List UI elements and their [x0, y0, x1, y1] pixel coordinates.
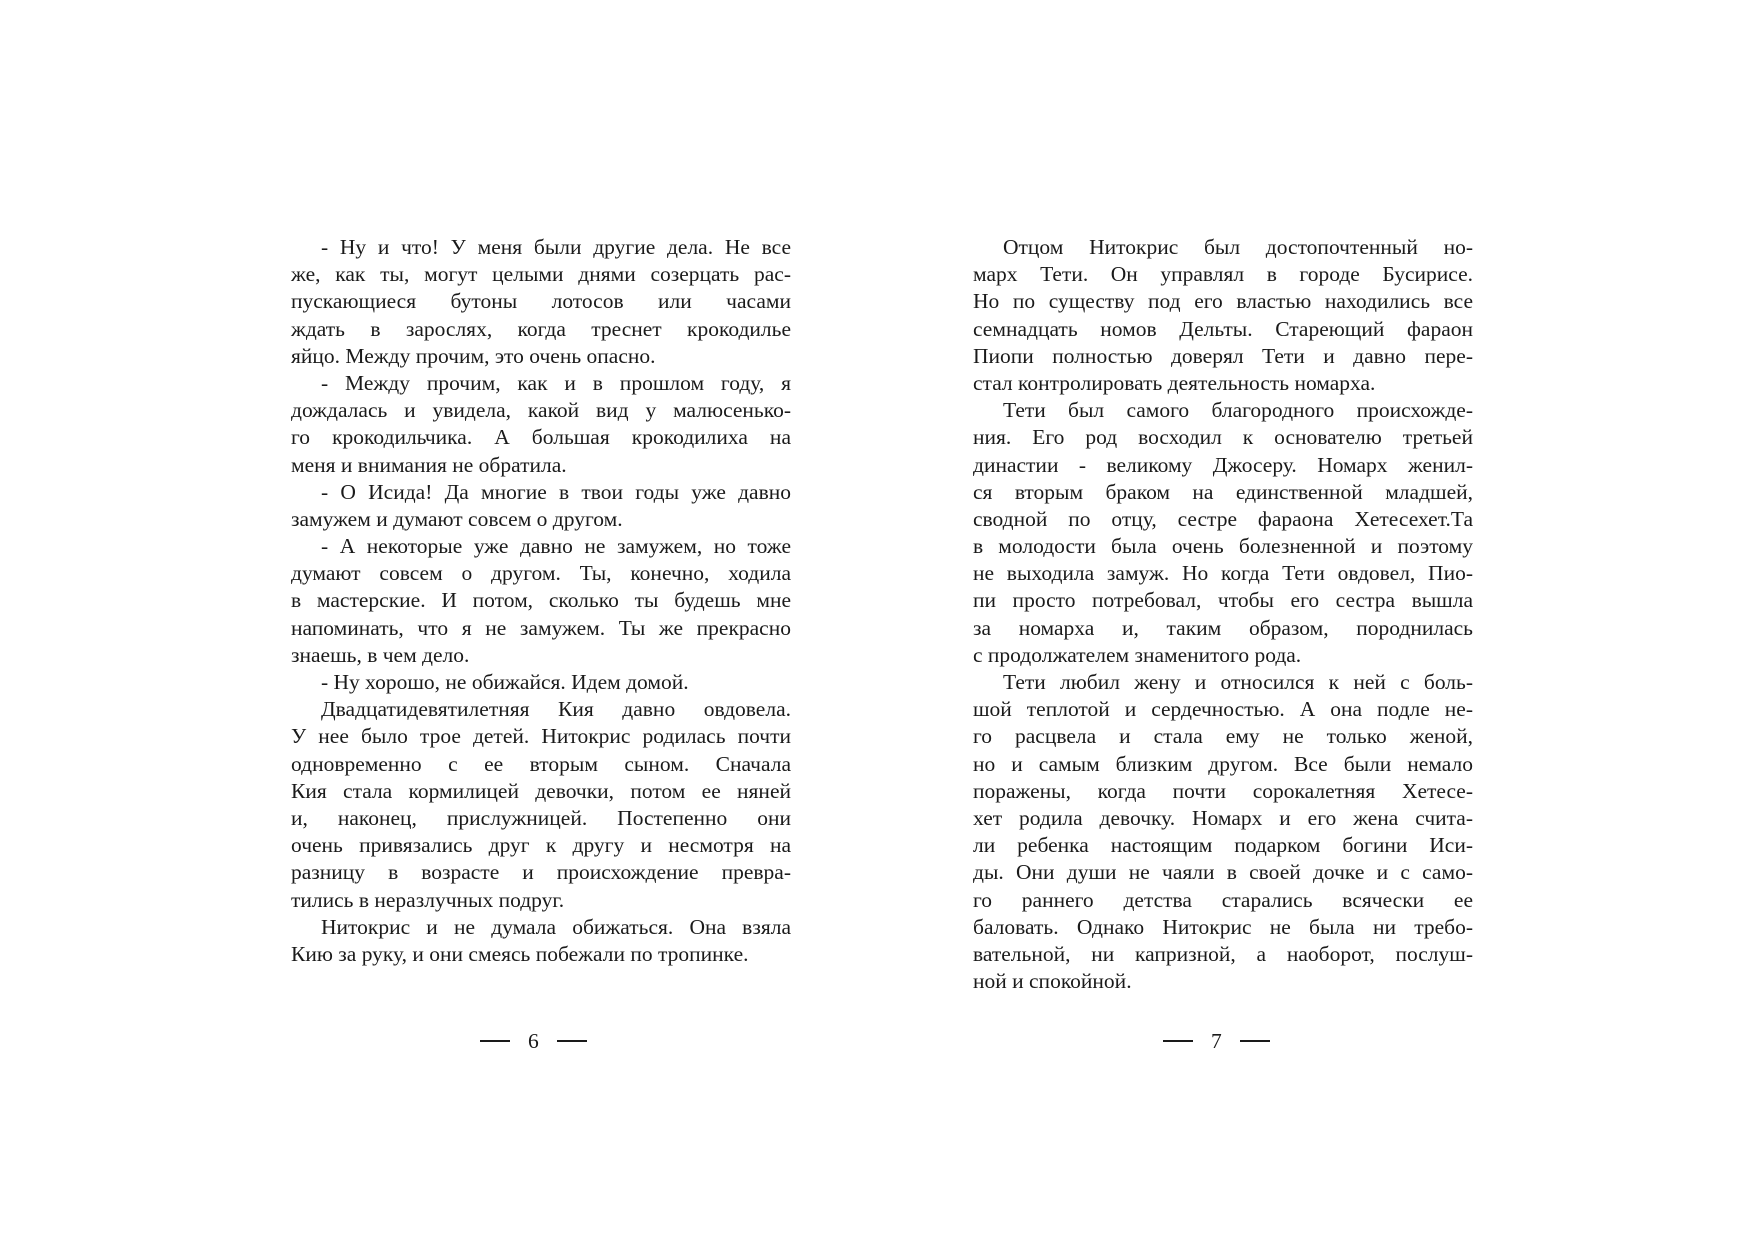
text-line: напоминать, что я не замужем. Ты же прекрасно	[291, 615, 791, 640]
text-line: - Ну и что! У меня были другие дела. Не все	[321, 235, 791, 259]
text-line: думают совсем о другом. Ты, конечно, ходила	[291, 561, 791, 586]
text-line: династии - великому Джосеру. Номарх женил-	[973, 452, 1473, 477]
text-line: меня и внимания не обратила.	[291, 452, 567, 477]
text-line: марх Тети. Он управлял в городе Бусирисе.	[973, 262, 1473, 287]
text-line: ли ребенка настоящим подарком богини Иси-	[973, 833, 1473, 858]
text-line: поражены, когда почти сорокалетняя Хетесе-	[973, 778, 1473, 803]
text-line: тились в неразлучных подруг.	[291, 887, 565, 912]
text-line: ния. Его род восходил к основателю третьей	[973, 425, 1473, 450]
text-line: Тети был самого благородного происхожде-	[1003, 398, 1473, 423]
text-line: - А некоторые уже давно не замужем, но тоже	[321, 534, 791, 559]
text-line: в мастерские. И потом, сколько ты будешь мне	[291, 588, 791, 613]
left-page-text	[291, 234, 791, 968]
text-line: в молодости была очень болезненной и поэтому	[973, 534, 1473, 559]
text-line: Пиопи полностью доверял Тети и давно пере-	[973, 343, 1473, 368]
text-line: ждать в зарослях, когда треснет крокодилье	[291, 316, 791, 341]
text-line: не выходила замуж. Но когда Тети овдовел, Пио-	[973, 561, 1473, 586]
text-line: Нитокрис и не думала обижаться. Она взяла	[321, 914, 791, 939]
text-line: знаешь, в чем дело.	[291, 642, 470, 667]
text-line: но и самым близким другом. Все были немало	[973, 751, 1473, 776]
text-line: ды. Они души не чаяли в своей дочке и с само-	[973, 860, 1473, 885]
text-line: - О Исида! Да многие в твои годы уже давно	[321, 479, 791, 504]
text-line: дождалась и увидела, какой вид у малюсенько-	[291, 398, 791, 423]
text-line: с продолжателем знаменитого рода.	[973, 642, 1302, 667]
text-line: семнадцать номов Дельты. Стареющий фараон	[973, 316, 1473, 341]
text-line: го расцвела и стала ему не только женой,	[973, 724, 1473, 749]
text-line: - Между прочим, как и в прошлом году, я	[321, 370, 791, 395]
folio-dash-left	[480, 1040, 510, 1042]
text-line: хет родила девочку. Номарх и его жена счита-	[973, 805, 1473, 830]
text-line: ной и спокойной.	[973, 969, 1132, 994]
text-line: и, наконец, прислужницей. Постепенно они	[291, 805, 791, 830]
text-line: шой теплотой и сердечностью. А она подле не-	[973, 697, 1473, 722]
text-line: Кия стала кормилицей девочки, потом ее няней	[291, 778, 791, 803]
text-line: Кию за руку, и они смеясь побежали по тропинке.	[291, 941, 749, 966]
right-page	[877, 0, 1755, 1241]
text-line: же, как ты, могут целыми днями созерцать рас-	[291, 262, 791, 287]
text-line: пи просто потребовал, чтобы его сестра вышла	[973, 588, 1473, 613]
text-line: замужем и думают совсем о другом.	[291, 506, 623, 531]
text-line: вательной, ни капризной, а наоборот, послуш-	[973, 941, 1473, 966]
right-page-folio	[1163, 1026, 1270, 1056]
text-line: - Ну хорошо, не обижайся. Идем домой.	[321, 670, 689, 694]
left-page-folio	[480, 1026, 587, 1056]
text-line: за номарха и, таким образом, породнилась	[973, 615, 1473, 640]
folio-dash-right	[1240, 1040, 1270, 1042]
text-line: ся вторым браком на единственной младшей,	[973, 479, 1473, 504]
text-line: разницу в возрасте и происхождение превра-	[291, 860, 791, 885]
left-page	[0, 0, 877, 1241]
right-page-text	[973, 234, 1473, 995]
text-line: одновременно с ее вторым сыном. Сначала	[291, 751, 791, 776]
folio-dash-left	[1163, 1040, 1193, 1042]
text-line: го крокодильчика. А большая крокодилиха на	[291, 425, 791, 450]
text-line: У нее было трое детей. Нитокрис родилась почти	[291, 724, 791, 749]
text-line: Тети любил жену и относился к ней с боль-	[1003, 670, 1473, 694]
text-line: сводной по отцу, сестре фараона Хетесехет.Та	[973, 506, 1473, 531]
text-line: го раннего детства старались всячески ее	[973, 887, 1473, 912]
text-line: очень привязались друг к другу и несмотря на	[291, 833, 791, 858]
folio-dash-right	[557, 1040, 587, 1042]
text-line: баловать. Однако Нитокрис не была ни требо-	[973, 914, 1473, 939]
text-line: стал контролировать деятельность номарха.	[973, 370, 1376, 395]
text-line: Отцом Нитокрис был достопочтенный но-	[1003, 235, 1473, 259]
text-line: Но по существу под его властью находились все	[973, 289, 1473, 314]
text-line: яйцо. Между прочим, это очень опасно.	[291, 343, 656, 368]
page-number: 6	[528, 1028, 539, 1053]
text-line: Двадцатидевятилетняя Кия давно овдовела.	[321, 697, 791, 722]
page-number: 7	[1211, 1028, 1222, 1053]
text-line: пускающиеся бутоны лотосов или часами	[291, 289, 791, 314]
